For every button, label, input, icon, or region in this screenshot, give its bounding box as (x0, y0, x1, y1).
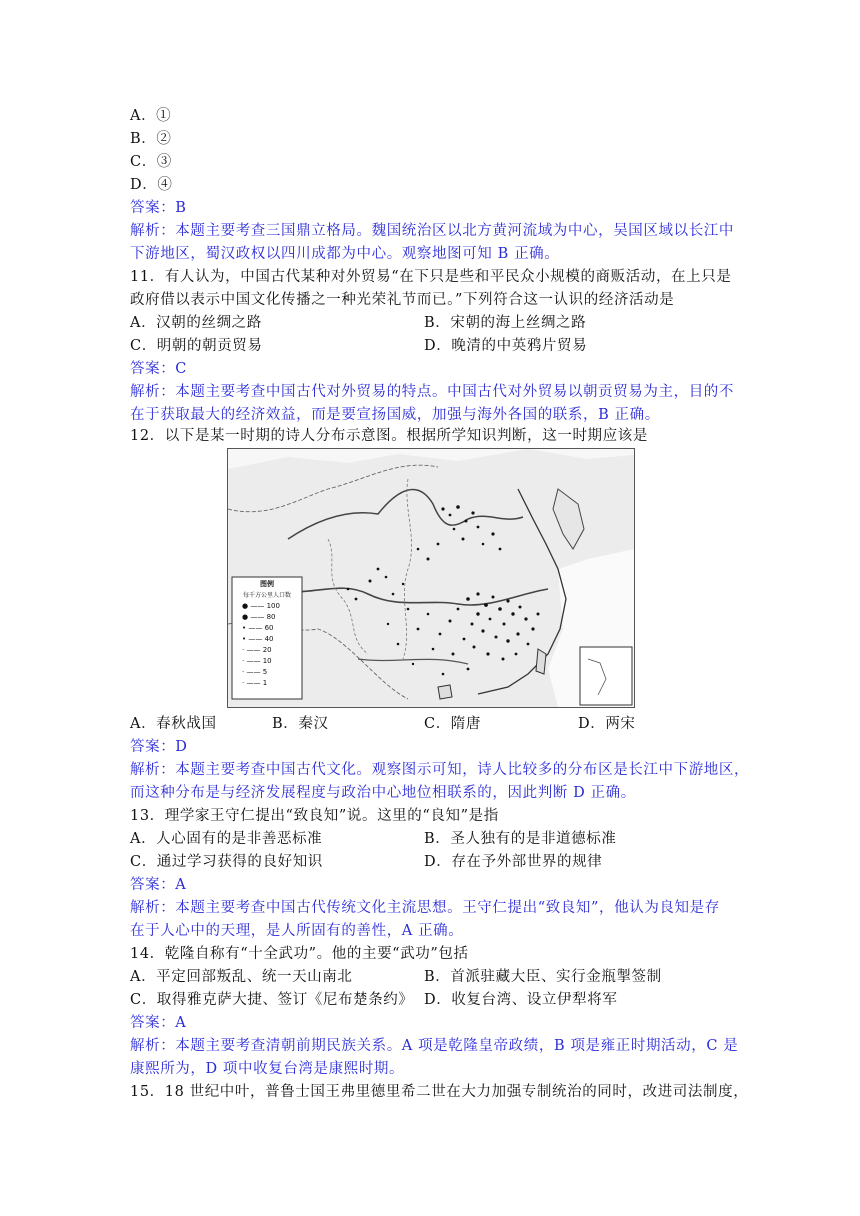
legend-row: · —— 5 (242, 668, 268, 676)
q14-stem: 14．乾隆自称有“十全武功”。他的主要“武功”包括 (130, 946, 469, 962)
legend-row: · —— 20 (242, 646, 272, 654)
q13-option-a: A．人心固有的是非善恶标准 (130, 831, 323, 847)
legend-value: 60 (264, 624, 274, 632)
q14-answer: 答案：A (130, 1015, 187, 1031)
q13-option-d: D．存在予外部世界的规律 (424, 854, 603, 870)
legend-row: ● —— 100 (242, 602, 280, 610)
legend-value: 80 (266, 613, 276, 621)
legend-value: 40 (264, 635, 274, 643)
legend-row: · —— 1 (242, 679, 268, 687)
q12-option-c: C．隋唐 (424, 716, 481, 732)
q13-stem: 13．理学家王守仁提出“致良知”说。这里的“良知”是指 (130, 808, 499, 824)
legend-row: • —— 40 (242, 635, 274, 643)
q10-analysis-line1: 解析：本题主要考查三国鼎立格局。魏国统治区以北方黄河流域为中心，吴国区域以长江中 (130, 223, 734, 239)
q12-option-b: B．秦汉 (272, 716, 329, 732)
q11-stem-line2: 政府借以表示中国文化传播之一种光荣礼节而已。”下列符合这一认识的经济活动是 (130, 292, 675, 308)
map-legend-title: 图例 (260, 580, 274, 588)
q11-answer: 答案：C (130, 361, 187, 377)
legend-row: • —— 60 (242, 624, 274, 632)
q11-option-a: A．汉朝的丝绸之路 (130, 315, 262, 331)
q13-analysis-line2: 在于人心中的天理，是人所固有的善性，A 正确。 (130, 923, 464, 939)
q11-option-d: D．晚清的中英鸦片贸易 (424, 338, 588, 354)
q10-analysis-line2: 下游地区，蜀汉政权以四川成都为中心。观察地图可知 B 正确。 (130, 246, 560, 262)
q10-option-a: A．① (130, 108, 172, 124)
q14-option-d: D．收复台湾、设立伊犁将军 (424, 992, 618, 1008)
q11-stem-line1: 11．有人认为，中国古代某种对外贸易“在下只是些和平民众小规模的商贩活动，在上只是 (130, 269, 732, 285)
q13-answer: 答案：A (130, 877, 187, 893)
q13-option-b: B．圣人独有的是非道德标准 (424, 831, 617, 847)
legend-row: ● —— 80 (242, 613, 276, 621)
legend-value: 100 (266, 602, 280, 610)
q12-option-a: A．春秋战国 (130, 716, 217, 732)
q10-option-c: C．③ (130, 154, 172, 170)
q14-analysis-line1: 解析：本题主要考查清朝前期民族关系。A 项是乾隆皇帝政绩，B 项是雍正时期活动，C 是 (130, 1038, 739, 1054)
map-legend-subtitle: 每千方公里人口数 (242, 592, 291, 599)
q11-option-b: B．宋朝的海上丝绸之路 (424, 315, 587, 331)
q14-option-a: A．平定回部叛乱、统一天山南北 (130, 969, 353, 985)
q13-analysis-line1: 解析：本题主要考查中国古代传统文化主流思想。王守仁提出“致良知”，他认为良知是存 (130, 900, 720, 916)
legend-value: 1 (262, 679, 268, 687)
q15-stem: 15．18 世纪中叶，普鲁士国王弗里德里希二世在大力加强专制统治的同时，改进司法制度， (130, 1084, 749, 1100)
poet-distribution-map (227, 448, 635, 708)
q12-analysis-line1: 解析：本题主要考查中国古代文化。观察图示可知，诗人比较多的分布区是长江中下游地区， (130, 762, 750, 778)
map-legend (234, 579, 300, 689)
map-legend-scale (234, 601, 300, 689)
legend-value: 10 (262, 657, 272, 665)
legend-row: · —— 10 (242, 657, 272, 665)
q14-analysis-line2: 康熙所为，D 项中收复台湾是康熙时期。 (130, 1061, 405, 1077)
q13-option-c: C．通过学习获得的良好知识 (130, 854, 323, 870)
legend-value: 20 (262, 646, 272, 654)
q10-option-b: B．② (130, 131, 172, 147)
q11-analysis-line2: 在于获取最大的经济效益，而是要宣扬国威，加强与海外各国的联系，B 正确。 (130, 407, 660, 423)
q11-analysis-line1: 解析：本题主要考查中国古代对外贸易的特点。中国古代对外贸易以朝贡贸易为主，目的不 (130, 384, 734, 400)
q12-answer: 答案：D (130, 739, 188, 755)
legend-value: 5 (262, 668, 268, 676)
q14-option-b: B．首派驻藏大臣、实行金瓶掣签制 (424, 969, 662, 985)
q10-option-d: D．④ (130, 177, 173, 193)
q12-analysis-line2: 而这种分布是与经济发展程度与政治中心地位相联系的，因此判断 D 正确。 (130, 785, 636, 801)
q12-stem: 12．以下是某一时期的诗人分布示意图。根据所学知识判断，这一时期应该是 (130, 428, 648, 444)
q12-option-d: D．两宋 (578, 716, 636, 732)
q11-option-c: C．明朝的朝贡贸易 (130, 338, 263, 354)
q10-answer: 答案：B (130, 200, 187, 216)
q14-option-c: C．取得雅克萨大捷、签订《尼布楚条约》 (130, 992, 414, 1008)
